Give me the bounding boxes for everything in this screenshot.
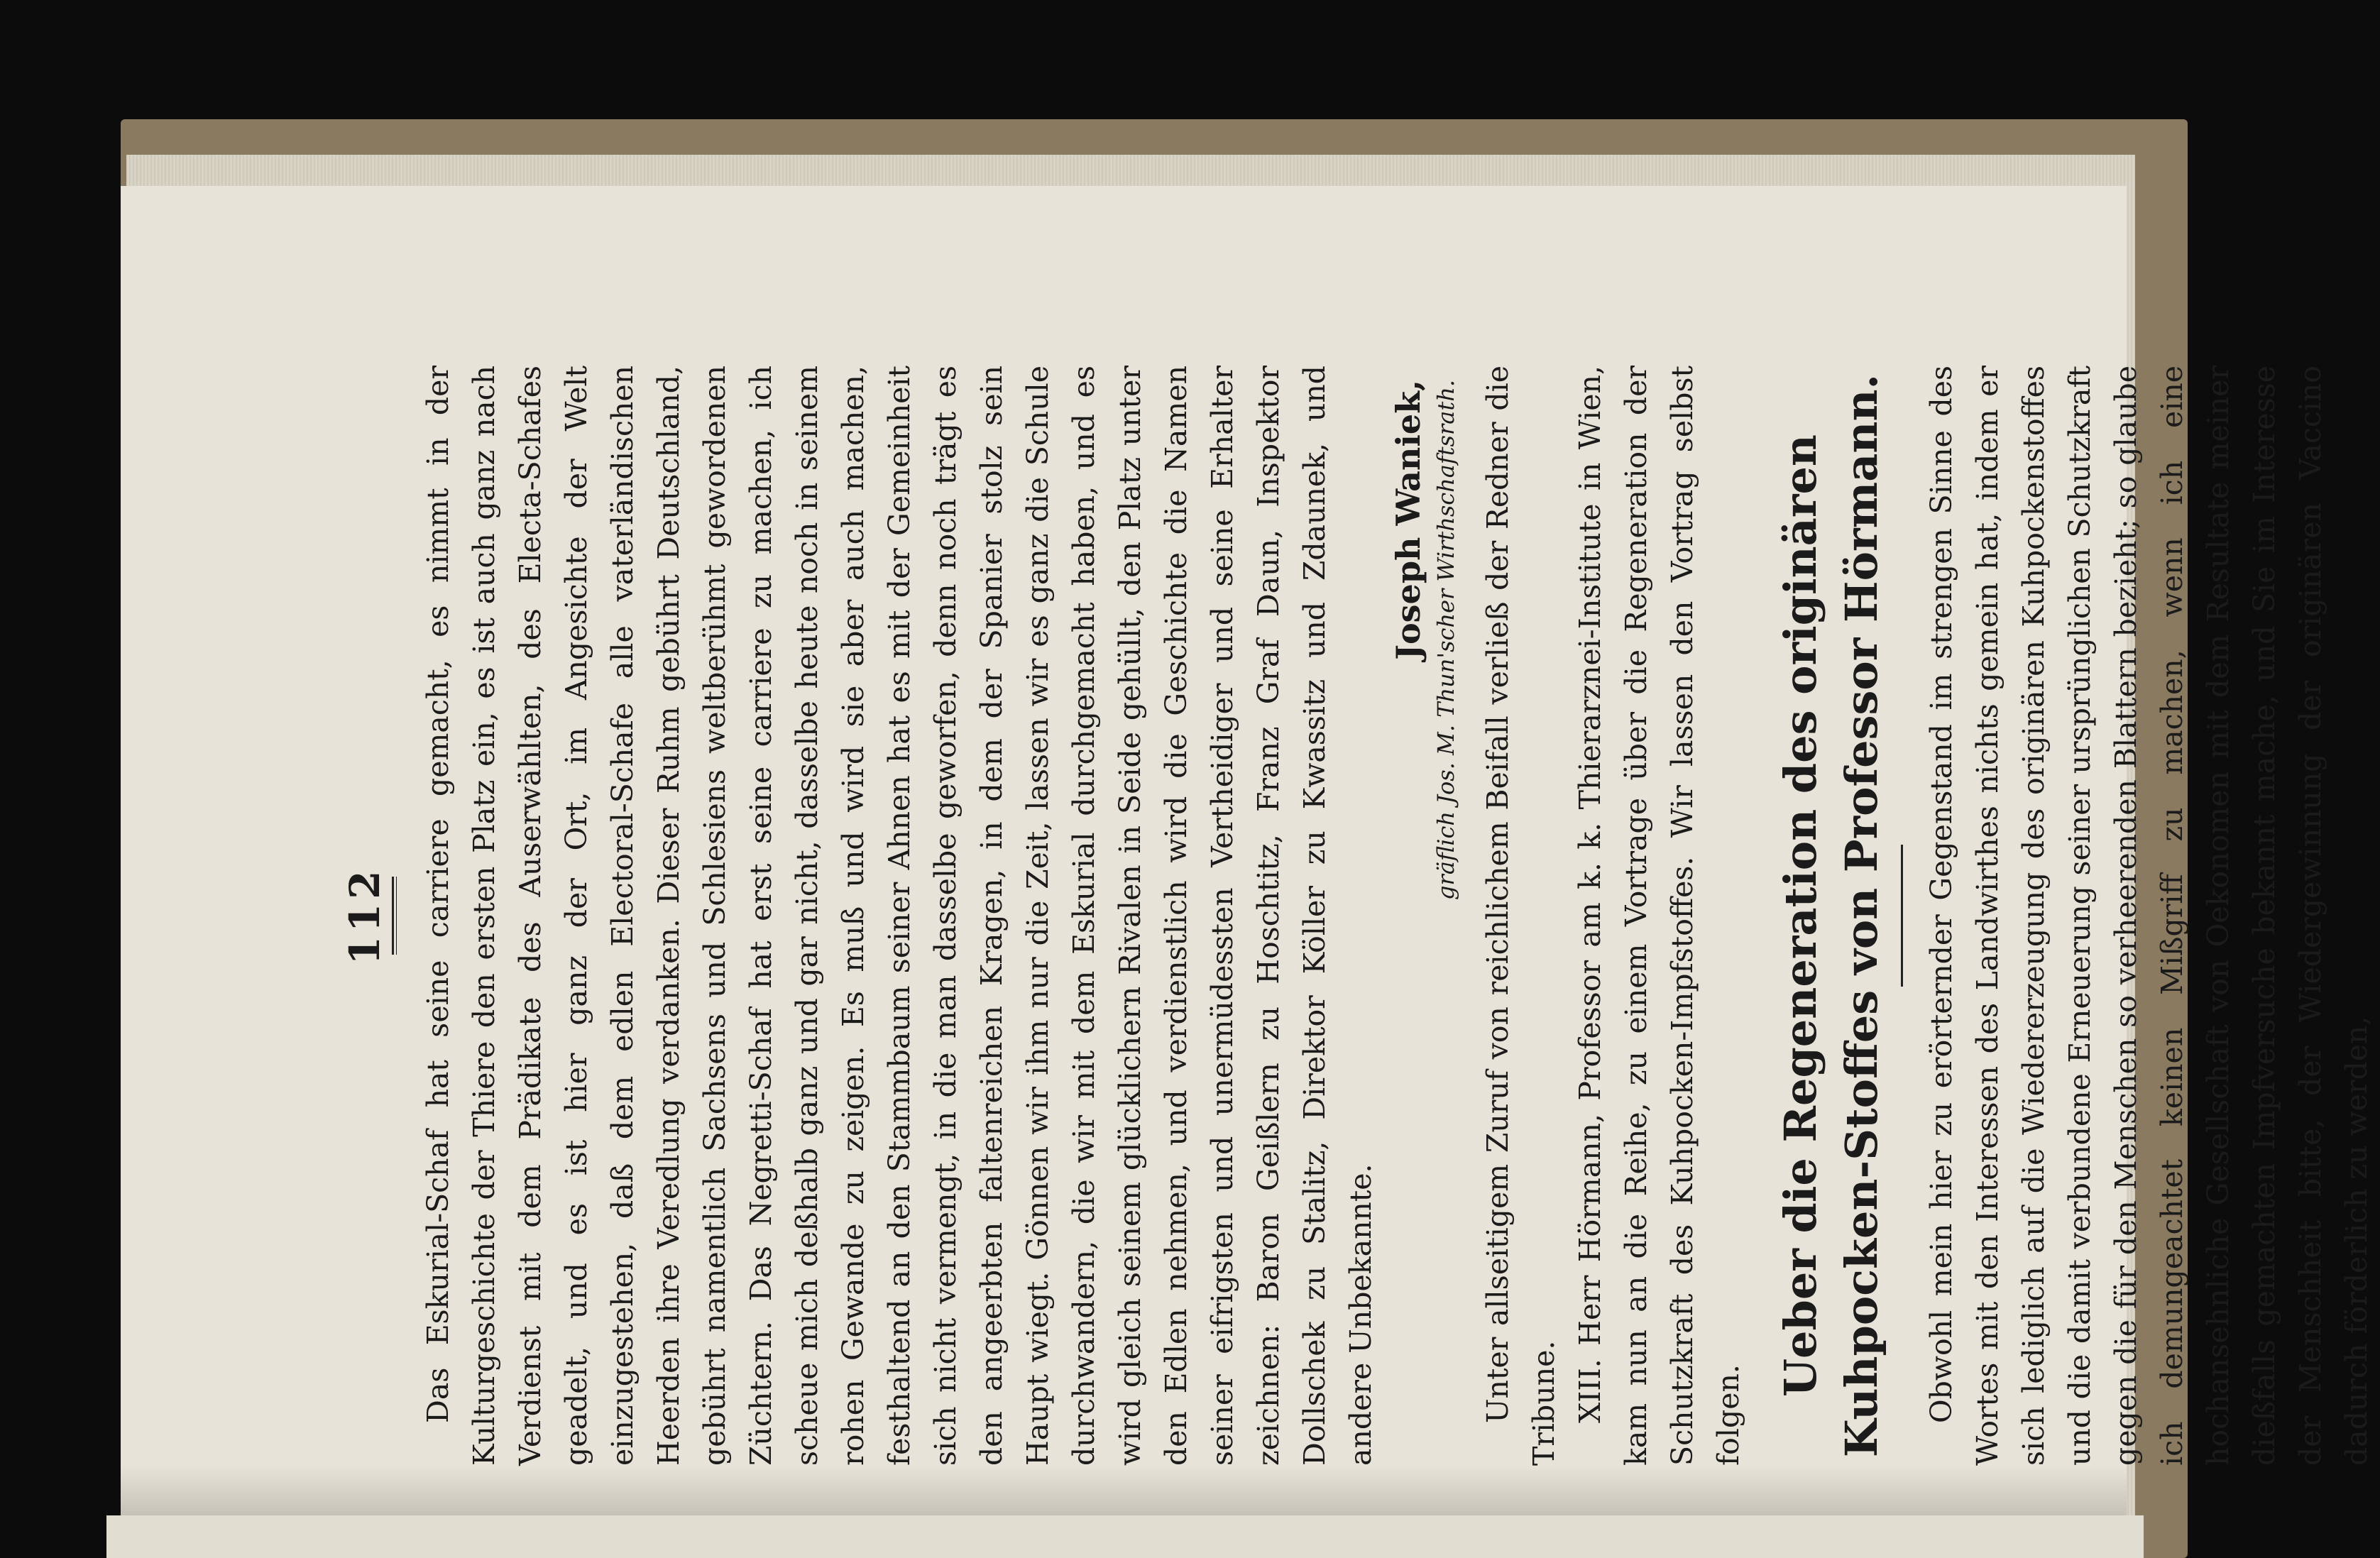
section-heading: Ueber die Regeneration des originären Kuhpocken-Stoffes von Professor Hörmann. — [1775, 373, 1887, 1458]
body-paragraph: Obwohl mein hier zu erörternder Gegenstand im strengen Sinne des Wortes mit den Interessen des Landwirthes nichts gemein hat, indem er sich lediglich auf die Wiedererzeugung des originären Kuhpockenstoffes und die damit verbundene Erneuerung seiner ursprünglichen Schutzkraft gegen die für den Menschen so verheerenden Blattern bezieht; so glaube ich demungeachtet keinen Mißgriff zu machen, wenn ich eine hochansehnliche Gesellschaft von Oekonomen mit dem Resultate meiner dießfalls gemachten Impfversuche bekannt mache, und Sie im Interesse der Menschheit bitte, der Wiedergewinnung der originären Vaccino dadurch förderlich zu werden, — [1924, 366, 2374, 1466]
heading-rule — [1901, 845, 1903, 987]
body-paragraph: Unter allseitigem Zuruf von reichlichem Beifall verließ der Redner die Tribune. — [1481, 366, 1561, 1466]
facing-page-edge — [106, 1515, 2144, 1558]
body-paragraph: Das Eskurial-Schaf hat seine carriere gemacht, es nimmt in der Kulturgeschichte der Thiere den ersten Platz ein, es ist auch ganz nach Verdienst mit dem Prädikate des Auserwählten, des Electa-Schafes geadelt, und es ist hier ganz der Ort, im Angesichte der Welt einzugestehen, daß dem edlen Electoral-Schafe alle vaterländischen Heerden ihre Veredlung verdanken. Dieser Ruhm gebührt Deutschland, gebührt namentlich Sachsens und Schlesiens weltberühmt gewordenen Züchtern. Das Negretti-Schaf hat erst seine carriere zu machen, ich scheue mich deßhalb ganz und gar nicht, dasselbe heute noch in seinem rohen Gewande zu zeigen. Es muß und wird sie aber auch machen, festhaltend an den Stammbaum seiner Ahnen hat es mit der Gemeinheit sich nicht vermengt, in die man dasselbe geworfen, denn noch trägt es den angeerbten faltenreichen Kragen, in dem der Spanier stolz sein Haupt wiegt. Gönnen wir ihm nur die Zeit, lassen wir es ganz die Schule durchwandern, die wir mit dem Eskurial durchgemacht haben, und es wird gleich seinem glücklichern Rivalen in Seide gehüllt, den Platz unter den Edlen nehmen, und verdienstlich wird die Geschichte die Namen seiner eifrigsten und unermüdessten Vertheidiger und seine Erhalter zeichnen: Baron Geißlern zu Hoschtitz, Franz Graf Daun, Inspektor Dollschek zu Stalitz, Direktor Köller zu Kwassitz und Zdaunek, und andere Unbekannte. — [421, 366, 1378, 1466]
page-text-block — [341, 366, 2374, 1466]
signature-name: Joseph Waniek, — [1389, 380, 1427, 660]
page-number-rule — [392, 877, 397, 955]
signature-title: gräflich Jos. M. Thun'scher Wirthschaftsrath. — [1432, 380, 1459, 900]
body-paragraph: XIII. Herr Hörmann, Professor am k. k. Thierarznei-Institute in Wien, kam nun an die Reihe, zu einem Vortrage über die Regeneration der Schutzkraft des Kuhpocken-Impfstoffes. Wir lassen den Vortrag selbst folgen. — [1573, 366, 1745, 1466]
page-number: 112 — [341, 866, 389, 965]
